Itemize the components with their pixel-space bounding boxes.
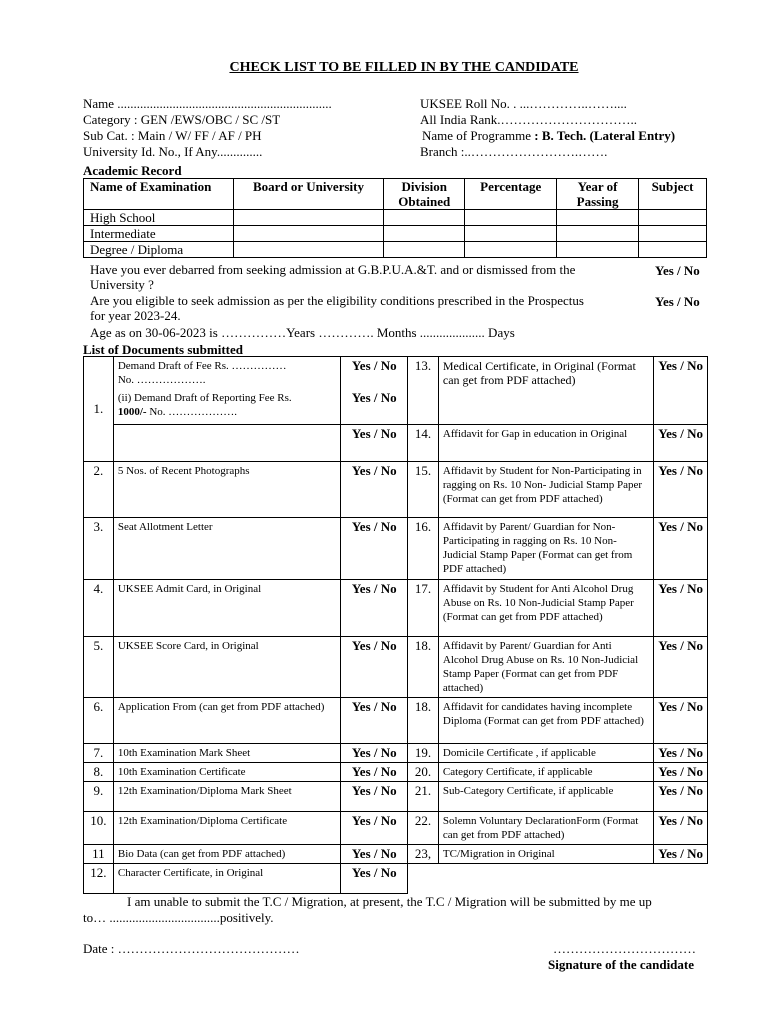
table-row [84, 425, 708, 462]
eligibility-answer[interactable]: Yes / No [655, 294, 700, 309]
doc-answer[interactable] [654, 518, 708, 580]
doc-label: 12th Examination/Diploma Mark Sheet [117, 785, 292, 797]
doc-label: Affidavit by Student for Non-Participating in ragging on Rs. 10 Non- Judicial Stamp Paper (Format can get from PDF attached) [442, 465, 643, 505]
yes-no-toggle[interactable]: Yes / No [351, 463, 397, 478]
debarred-question-line1: Have you ever debarred from seeking admission at G.B.P.U.A.&T. and or dismissed from the [90, 262, 576, 277]
programme-value: : B. Tech. (Lateral Entry) [534, 128, 676, 143]
doc-answer[interactable] [341, 864, 408, 894]
yes-no-toggle[interactable]: Yes / No [351, 764, 397, 779]
entry-cell[interactable] [384, 210, 465, 226]
entry-cell[interactable] [233, 242, 384, 258]
doc-number-text: 3. [93, 519, 104, 534]
doc-text [438, 782, 653, 812]
doc-number-text: 4. [93, 581, 104, 596]
doc-answer[interactable] [341, 462, 408, 518]
table-row [84, 744, 708, 763]
doc-number [408, 763, 439, 782]
doc-answer[interactable] [341, 845, 408, 864]
date-field[interactable]: Date : …………………………………… [83, 941, 300, 956]
doc-answer[interactable] [341, 763, 408, 782]
doc-label: Affidavit by Student for Anti Alcohol Drug Abuse on Rs. 10 Non-Judicial Stamp Paper (Format can get from PDF attached) [442, 583, 634, 623]
doc-number-text: 10. [90, 813, 107, 828]
category-field[interactable]: Category : GEN /EWS/OBC / SC /ST [83, 112, 281, 127]
reporting-fee-amount: 1000/- [117, 406, 147, 418]
tc-statement-line2[interactable]: to… ..................................positively. [83, 910, 274, 925]
doc-answer[interactable] [341, 812, 408, 845]
doc-number [84, 864, 114, 894]
yes-no-toggle[interactable]: Yes / No [351, 581, 397, 596]
doc-text [438, 698, 653, 744]
doc-text [438, 518, 653, 580]
yes-no-toggle[interactable]: Yes / No [351, 519, 397, 534]
col-percentage: Percentage [465, 179, 557, 210]
doc-number-text: 5. [93, 638, 104, 653]
programme-label: Name of Programme [422, 128, 535, 143]
table-row [84, 698, 708, 744]
doc-text [438, 637, 653, 698]
yes-no-toggle[interactable]: Yes / No [658, 846, 703, 861]
tc-statement-line1: I am unable to submit the T.C / Migration, at present, the T.C / Migration will be submitted by me up [127, 894, 652, 909]
age-field[interactable]: Age as on 30-06-2023 is ……………Years …………. Months .................... Days [90, 325, 515, 340]
doc-number [408, 518, 439, 580]
signature-line[interactable]: …………………………… [553, 941, 696, 956]
yes-no-toggle[interactable]: Yes / No [658, 519, 703, 534]
doc-text [438, 763, 653, 782]
doc-text [113, 812, 341, 845]
doc-number-text: 21. [414, 783, 432, 798]
yes-no-toggle[interactable]: Yes / No [658, 699, 703, 714]
doc-number-text: 11 [92, 846, 105, 861]
doc-text [438, 425, 653, 462]
doc-answer[interactable] [654, 812, 708, 845]
table-row [84, 845, 708, 864]
entry-cell[interactable] [384, 226, 465, 242]
doc-number-text: 13. [414, 358, 432, 373]
documents-heading: List of Documents submitted [83, 342, 243, 357]
doc-label: 10th Examination Mark Sheet [117, 747, 251, 759]
entry-cell[interactable] [557, 242, 639, 258]
doc-text [113, 462, 341, 518]
doc-number-text: 15. [414, 463, 432, 478]
exam-name-cell: Degree / Diploma [84, 242, 234, 258]
doc-number [84, 357, 114, 462]
doc-number [84, 580, 114, 637]
doc-label: 12th Examination/Diploma Certificate [117, 815, 288, 827]
yes-no-toggle[interactable]: Yes / No [351, 783, 397, 798]
doc-number [84, 698, 114, 744]
academic-header-row [84, 179, 707, 210]
table-row [84, 357, 708, 425]
doc-number [84, 744, 114, 763]
col-subject: Subject [639, 179, 707, 210]
reporting-fee-line2[interactable] [118, 405, 337, 419]
yes-no-toggle[interactable]: Yes / No [658, 813, 703, 828]
yes-no-toggle[interactable]: Yes / No [658, 463, 703, 478]
doc-number-text: 14. [414, 426, 432, 441]
doc-label: Bio Data (can get from PDF attached) [117, 848, 286, 860]
doc-number [84, 462, 114, 518]
doc-number [84, 782, 114, 812]
doc-number-text: 16. [414, 519, 432, 534]
table-row [84, 763, 708, 782]
table-row [84, 782, 708, 812]
yes-no-toggle[interactable]: Yes / No [658, 638, 703, 653]
table-row [84, 242, 707, 258]
doc-label: Affidavit for candidates having incomplete Diploma (Format can get from PDF attached) [442, 701, 644, 727]
doc-answer[interactable] [341, 782, 408, 812]
doc-number-text: 20. [414, 764, 432, 779]
yes-no-toggle[interactable]: Yes / No [351, 846, 397, 861]
doc-number-text: 6. [93, 699, 104, 714]
doc-label: Affidavit by Parent/ Guardian for Non-Participating in ragging on Rs. 10 Non-Judicial Stamp Paper (Format can get from PDF attached) [442, 521, 633, 575]
doc-label: 5 Nos. of Recent Photographs [117, 465, 250, 477]
table-row [84, 637, 708, 698]
doc-number [84, 812, 114, 845]
doc-text [438, 744, 653, 763]
exam-name-cell: High School [84, 210, 234, 226]
doc-number-text: 17. [414, 581, 432, 596]
yes-no-toggle[interactable]: Yes / No [658, 764, 703, 779]
doc-text [438, 580, 653, 637]
doc-number [408, 698, 439, 744]
doc-number [408, 845, 439, 864]
signature-label: Signature of the candidate [548, 957, 695, 972]
doc-number [408, 744, 439, 763]
table-row [84, 462, 708, 518]
doc-answer[interactable] [341, 425, 408, 462]
doc-answer[interactable] [654, 580, 708, 637]
doc-text [113, 518, 341, 580]
doc-label: Solemn Voluntary DeclarationForm (Format can get from PDF attached) [442, 815, 639, 841]
doc-answer[interactable] [341, 580, 408, 637]
doc-number-text: 23, [414, 846, 432, 861]
doc-text [113, 637, 341, 698]
doc-number-text: 2. [93, 463, 104, 478]
doc-number [408, 462, 439, 518]
doc-answer[interactable] [654, 763, 708, 782]
doc-number [84, 518, 114, 580]
yes-no-toggle[interactable]: Yes / No [658, 358, 703, 373]
yes-no-toggle[interactable]: Yes / No [351, 699, 397, 714]
entry-cell[interactable] [557, 226, 639, 242]
doc-text [113, 782, 341, 812]
all-india-rank-field[interactable]: All India Rank.………………………….. [420, 112, 638, 127]
entry-cell[interactable] [384, 242, 465, 258]
doc-label: Domicile Certificate , if applicable [442, 747, 596, 759]
exam-name-cell: Intermediate [84, 226, 234, 242]
entry-cell[interactable] [465, 210, 557, 226]
doc-number [408, 637, 439, 698]
yes-no-toggle[interactable]: Yes / No [351, 358, 397, 373]
doc-text [438, 812, 653, 845]
doc-answer[interactable] [341, 637, 408, 698]
doc-text [113, 763, 341, 782]
reporting-fee-line1: (ii) Demand Draft of Reporting Fee Rs. [117, 392, 292, 404]
doc-text [113, 698, 341, 744]
entry-cell[interactable] [233, 210, 384, 226]
col-board-or-university: Board or University [233, 179, 384, 210]
programme-field [422, 128, 675, 144]
doc-label: Sub-Category Certificate, if applicable [442, 785, 614, 797]
doc-answer[interactable] [654, 637, 708, 698]
demand-draft-fee-line1[interactable]: Demand Draft of Fee Rs. …………… [117, 360, 287, 372]
doc-answer[interactable] [341, 744, 408, 763]
col-division-obtained: Division Obtained [384, 179, 465, 210]
doc-text [113, 845, 341, 864]
doc-label: TC/Migration in Original [442, 848, 555, 860]
table-row [84, 518, 708, 580]
doc-answer[interactable] [654, 744, 708, 763]
doc-answer[interactable] [654, 462, 708, 518]
yes-no-toggle[interactable]: Yes / No [351, 426, 397, 441]
entry-cell[interactable] [233, 226, 384, 242]
yes-no-toggle[interactable]: Yes / No [658, 783, 703, 798]
doc-answer[interactable] [654, 845, 708, 864]
doc-text [438, 462, 653, 518]
doc-number [84, 637, 114, 698]
doc-number [408, 425, 439, 462]
empty-cell [113, 425, 341, 462]
entry-cell[interactable] [639, 242, 707, 258]
doc-number-text: 9. [93, 783, 104, 798]
doc-number [84, 763, 114, 782]
entry-cell[interactable] [465, 242, 557, 258]
entry-cell[interactable] [639, 210, 707, 226]
academic-record-heading: Academic Record [83, 163, 182, 178]
sub-category-field[interactable]: Sub Cat. : Main / W/ FF / AF / PH [83, 128, 262, 143]
yes-no-toggle[interactable]: Yes / No [351, 813, 397, 828]
doc-text [113, 580, 341, 637]
doc-number-text: 12. [90, 865, 107, 880]
yes-no-toggle[interactable]: Yes / No [658, 745, 703, 760]
doc-label: Medical Certificate, in Original (Format can get from PDF attached) [442, 359, 636, 387]
entry-cell[interactable] [465, 226, 557, 242]
doc-answer[interactable] [341, 698, 408, 744]
university-id-field[interactable]: University Id. No., If Any.............. [83, 144, 263, 159]
doc-label: Application From (can get from PDF attached) [117, 701, 325, 713]
doc-answer[interactable] [341, 518, 408, 580]
doc-label: UKSEE Admit Card, in Original [117, 583, 262, 595]
academic-record-table [83, 178, 707, 258]
table-row [84, 210, 707, 226]
eligibility-question-line1: Are you eligible to seek admission as per the eligibility conditions prescribed in the Prospectus [90, 293, 584, 308]
doc-item-1-answers [341, 357, 408, 425]
doc-answer[interactable] [654, 698, 708, 744]
table-row [84, 812, 708, 845]
table-row [84, 580, 708, 637]
eligibility-question-line2: for year 2023-24. [90, 308, 181, 323]
debarred-answer[interactable]: Yes / No [655, 263, 700, 278]
doc-label: Affidavit by Parent/ Guardian for Anti Alcohol Drug Abuse on Rs. 10 Non-Judicial Stamp Paper (Format can get from PDF attached) [442, 640, 639, 694]
doc-number [408, 357, 439, 425]
table-row [84, 864, 708, 894]
doc-text [438, 357, 653, 425]
yes-no-toggle[interactable]: Yes / No [351, 390, 397, 405]
doc-number-text: 7. [93, 745, 104, 760]
doc-number-text: 18. [414, 699, 432, 714]
yes-no-toggle[interactable]: Yes / No [351, 865, 397, 880]
doc-label: Character Certificate, in Original [117, 867, 264, 879]
doc-answer[interactable] [654, 425, 708, 462]
doc-number-text: 1. [93, 401, 104, 416]
roll-number-field[interactable]: UKSEE Roll No. . ...…………..…….... [420, 96, 627, 111]
doc-number [408, 580, 439, 637]
doc-text [438, 845, 653, 864]
col-name-of-examination: Name of Examination [84, 179, 234, 210]
doc-label: 10th Examination Certificate [117, 766, 246, 778]
doc-text [113, 744, 341, 763]
doc-item-1-text [113, 357, 341, 425]
name-field[interactable]: Name .................................................................. [83, 96, 332, 111]
yes-no-toggle[interactable]: Yes / No [351, 638, 397, 653]
debarred-question-line2: University ? [90, 277, 154, 292]
doc-number-text: 22. [414, 813, 432, 828]
doc-number-text: 19. [414, 745, 432, 760]
branch-field[interactable]: Branch :..…………………….……. [420, 144, 608, 159]
doc-number-text: 8. [93, 764, 104, 779]
doc-label: Category Certificate, if applicable [442, 766, 593, 778]
doc-answer[interactable] [654, 782, 708, 812]
doc-label: UKSEE Score Card, in Original [117, 640, 259, 652]
doc-label: Seat Allotment Letter [117, 521, 213, 533]
doc-text [113, 864, 341, 894]
documents-table [83, 356, 708, 894]
yes-no-toggle[interactable]: Yes / No [658, 581, 703, 596]
entry-cell[interactable] [557, 210, 639, 226]
doc-number [84, 845, 114, 864]
doc-number-text: 18. [414, 638, 432, 653]
page-title: CHECK LIST TO BE FILLED IN BY THE CANDIDATE [229, 60, 579, 75]
table-row [84, 226, 707, 242]
col-year-of-passing: Year of Passing [557, 179, 639, 210]
entry-cell[interactable] [639, 226, 707, 242]
doc-number [408, 782, 439, 812]
reporting-fee-number[interactable]: No. ………………. [146, 406, 238, 418]
empty-cell [408, 864, 708, 894]
demand-draft-fee-line2[interactable]: No. ………………. [117, 374, 206, 386]
doc-label: Affidavit for Gap in education in Original [442, 428, 628, 440]
doc-number [408, 812, 439, 845]
yes-no-toggle[interactable]: Yes / No [351, 745, 397, 760]
yes-no-toggle[interactable]: Yes / No [658, 426, 703, 441]
doc-answer[interactable] [654, 357, 708, 425]
